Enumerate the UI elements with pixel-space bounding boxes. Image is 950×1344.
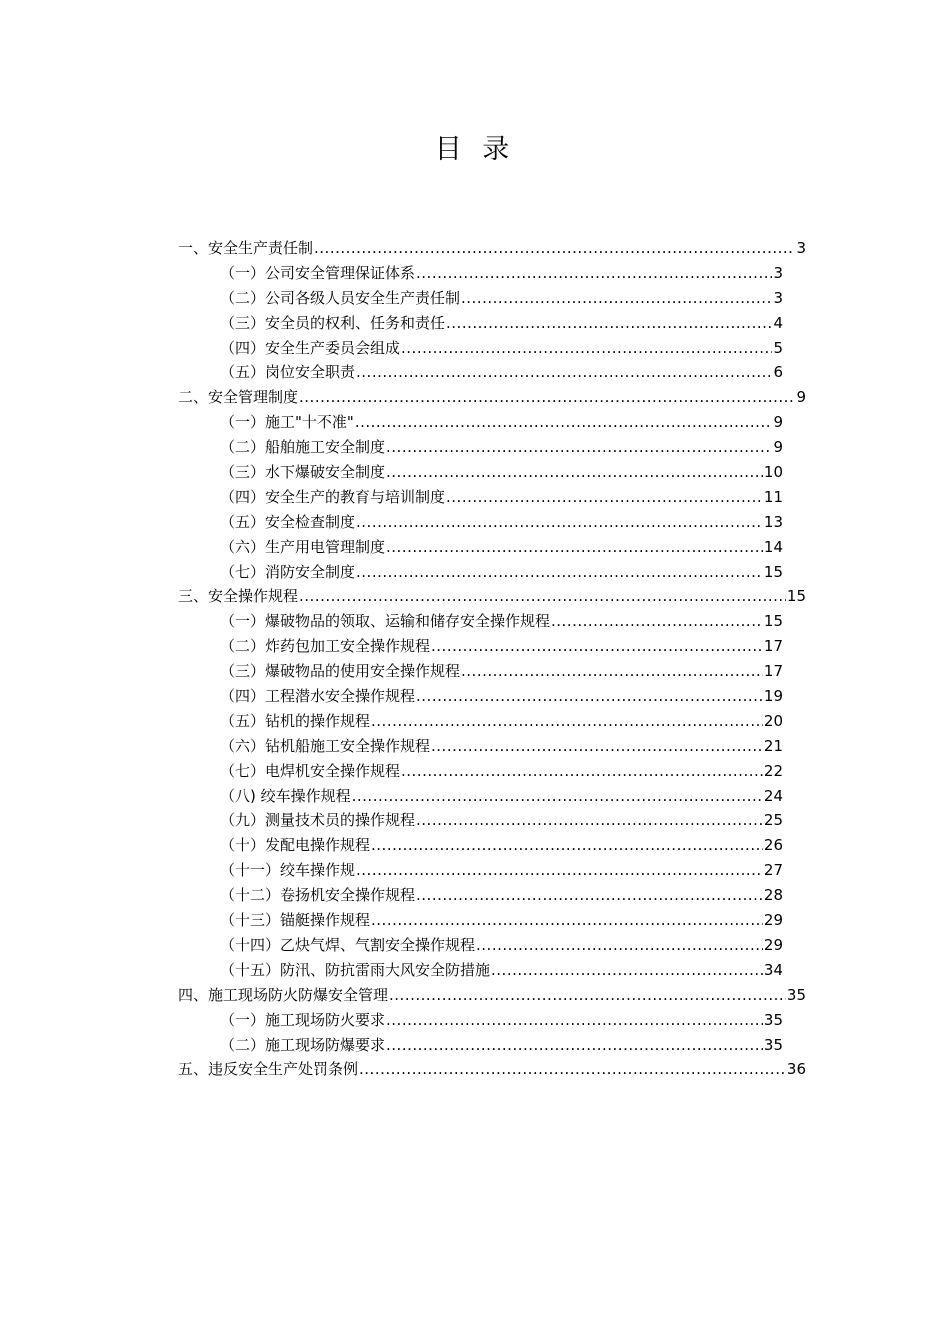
toc-entry[interactable] <box>178 311 783 336</box>
toc-entry-label: 五、违反安全生产处罚条例 <box>178 1060 359 1079</box>
toc-entry[interactable] <box>178 1033 783 1058</box>
toc-page-number: 35 <box>786 985 806 1004</box>
toc-entry[interactable] <box>178 535 783 560</box>
toc-page-number: 13 <box>763 512 783 531</box>
toc-entry-label: （一）施工现场防火要求 <box>220 1010 386 1029</box>
toc-entry[interactable] <box>178 933 783 958</box>
toc-dot-leader <box>431 734 763 759</box>
toc-entry[interactable] <box>178 759 783 784</box>
toc-entry[interactable] <box>178 958 783 983</box>
toc-page-number: 19 <box>763 687 783 706</box>
toc-entry-label: （十）发配电操作规程 <box>220 836 371 855</box>
toc-dot-leader <box>416 684 763 709</box>
toc-page-number: 17 <box>763 637 783 656</box>
toc-entry-label: （五）岗位安全职责 <box>220 363 356 382</box>
toc-entry[interactable] <box>178 709 783 734</box>
toc-page-number: 9 <box>796 388 806 407</box>
toc-entry-label: （四）安全生产委员会组成 <box>220 338 401 357</box>
toc-dot-leader <box>416 261 772 286</box>
toc-entry-label: （十四）乙炔气焊、气割安全操作规程 <box>220 935 476 954</box>
toc-entry-label: （二）公司各级人员安全生产责任制 <box>220 288 461 307</box>
toc-page-number: 11 <box>763 487 783 506</box>
toc-entry-label: （一）爆破物品的领取、运输和储存安全操作规程 <box>220 612 551 631</box>
toc-entry-label: （三）水下爆破安全制度 <box>220 463 386 482</box>
toc-page-number: 9 <box>773 438 783 457</box>
toc-entry-label: （五）安全检查制度 <box>220 512 356 531</box>
toc-entry[interactable] <box>178 261 783 286</box>
toc-dot-leader <box>371 833 763 858</box>
toc-page-number: 6 <box>773 363 783 382</box>
toc-dot-leader <box>431 634 763 659</box>
toc-dot-leader <box>314 236 795 261</box>
toc-dot-leader <box>386 535 763 560</box>
toc-dot-leader <box>299 584 786 609</box>
toc-dot-leader <box>491 958 763 983</box>
toc-page-number: 5 <box>773 338 783 357</box>
toc-dot-leader <box>356 560 763 585</box>
toc-dot-leader <box>401 336 772 361</box>
toc-entry-label: （十三）锚艇操作规程 <box>220 911 371 930</box>
toc-page-number: 9 <box>773 413 783 432</box>
toc-dot-leader <box>389 983 786 1008</box>
toc-entry-label: （十五）防汛、防抗雷雨大风安全防措施 <box>220 960 491 979</box>
toc-entry-label: 四、施工现场防火防爆安全管理 <box>178 985 389 1004</box>
toc-dot-leader <box>356 510 763 535</box>
toc-entry-label: （二）炸药包加工安全操作规程 <box>220 637 431 656</box>
toc-page-number: 15 <box>763 612 783 631</box>
toc-dot-leader <box>386 1033 763 1058</box>
toc-page-number: 3 <box>773 288 783 307</box>
toc-page-number: 28 <box>763 886 783 905</box>
toc-page-number: 27 <box>763 861 783 880</box>
toc-dot-leader <box>461 286 772 311</box>
toc-page-number: 3 <box>796 239 806 257</box>
toc-entry-label: （三）爆破物品的使用安全操作规程 <box>220 662 461 681</box>
toc-dot-leader <box>386 1008 763 1033</box>
toc-entry[interactable] <box>178 684 783 709</box>
toc-entry[interactable] <box>178 858 783 883</box>
toc-page-number: 36 <box>786 1060 806 1079</box>
toc-dot-leader <box>446 311 772 336</box>
toc-page-number: 15 <box>763 562 783 581</box>
toc-entry-label: （二）施工现场防爆要求 <box>220 1035 386 1054</box>
toc-dot-leader <box>446 485 763 510</box>
toc-dot-leader <box>416 808 763 833</box>
toc-page-number: 29 <box>763 911 783 930</box>
toc-entry[interactable] <box>178 584 806 609</box>
toc-entry[interactable] <box>178 336 783 361</box>
toc-page-number: 21 <box>763 736 783 755</box>
toc-entry-label: （八) 绞车操作规程 <box>220 786 351 805</box>
toc-entry-label: （五）钻机的操作规程 <box>220 711 371 730</box>
toc-entry[interactable] <box>178 883 783 908</box>
toc-dot-leader <box>551 609 763 634</box>
toc-entry[interactable] <box>178 385 806 410</box>
toc-dot-leader <box>401 759 763 784</box>
toc-entry-label: （一）施工"十不准" <box>220 413 354 432</box>
toc-page-number: 35 <box>763 1010 783 1029</box>
toc-page-number: 24 <box>763 786 783 805</box>
toc-entry-label: （九）测量技术员的操作规程 <box>220 811 416 830</box>
toc-dot-leader <box>356 858 763 883</box>
toc-entry-label: （十二）卷扬机安全操作规程 <box>220 886 416 905</box>
toc-entry[interactable] <box>178 983 806 1008</box>
toc-entry[interactable] <box>178 360 783 385</box>
toc-dot-leader <box>371 908 763 933</box>
page-title: 目 录 <box>434 134 516 165</box>
toc-entry[interactable] <box>178 659 783 684</box>
toc-page-number: 20 <box>763 711 783 730</box>
toc-entry[interactable] <box>178 634 783 659</box>
toc-dot-leader <box>352 784 763 809</box>
toc-page-number: 10 <box>763 463 783 482</box>
toc-dot-leader <box>386 435 772 460</box>
toc-entry-label: （七）电焊机安全操作规程 <box>220 761 401 780</box>
toc-entry[interactable] <box>178 734 783 759</box>
toc-page-number: 29 <box>763 935 783 954</box>
toc-entry[interactable] <box>178 908 783 933</box>
toc-dot-leader <box>355 410 773 435</box>
toc-entry[interactable] <box>178 784 783 809</box>
toc-page-number: 34 <box>763 960 783 979</box>
toc-page-number: 25 <box>763 811 783 830</box>
toc-page-number: 26 <box>763 836 783 855</box>
toc-entry[interactable] <box>178 435 783 460</box>
toc-entry-label: （二）船舶施工安全制度 <box>220 438 386 457</box>
toc-entry[interactable] <box>178 609 783 634</box>
toc-dot-leader <box>371 709 763 734</box>
toc-page-number: 3 <box>773 263 783 282</box>
toc-page-number: 22 <box>763 761 783 780</box>
toc-entry-label: （四）工程潜水安全操作规程 <box>220 687 416 706</box>
toc-dot-leader <box>416 883 763 908</box>
toc-entry[interactable] <box>178 510 783 535</box>
toc-page-number: 17 <box>763 662 783 681</box>
toc-entry[interactable] <box>178 410 783 435</box>
toc-entry[interactable] <box>178 560 783 585</box>
toc-page-number: 35 <box>763 1035 783 1054</box>
toc-entry[interactable] <box>178 236 806 261</box>
toc-entry-label: 二、安全管理制度 <box>178 388 299 407</box>
toc-page-number: 15 <box>786 587 806 606</box>
toc-entry-label: （一）公司安全管理保证体系 <box>220 263 416 282</box>
toc-dot-leader <box>299 385 795 410</box>
toc-dot-leader <box>476 933 763 958</box>
toc-entry-label: （七）消防安全制度 <box>220 562 356 581</box>
toc-dot-leader <box>356 360 772 385</box>
toc-entry-label: （三）安全员的权利、任务和责任 <box>220 313 446 332</box>
toc-entry-label: （四）安全生产的教育与培训制度 <box>220 487 446 506</box>
toc-page-number: 4 <box>773 313 783 332</box>
table-of-contents <box>178 236 806 1082</box>
toc-entry-label: （六）生产用电管理制度 <box>220 537 386 556</box>
toc-entry[interactable] <box>178 460 783 485</box>
toc-dot-leader <box>359 1057 786 1082</box>
toc-dot-leader <box>461 659 763 684</box>
toc-page-number: 14 <box>763 537 783 556</box>
toc-entry-label: 三、安全操作规程 <box>178 587 299 606</box>
toc-entry[interactable] <box>178 485 783 510</box>
toc-entry-label: （六）钻机船施工安全操作规程 <box>220 736 431 755</box>
toc-entry-label: （十一）绞车操作规 <box>220 861 356 880</box>
toc-entry[interactable] <box>178 808 783 833</box>
toc-entry[interactable] <box>178 833 783 858</box>
toc-entry[interactable] <box>178 1057 806 1082</box>
toc-dot-leader <box>386 460 763 485</box>
toc-entry-label: 一、安全生产责任制 <box>178 239 314 257</box>
toc-entry[interactable] <box>178 1008 783 1033</box>
toc-entry[interactable] <box>178 286 783 311</box>
